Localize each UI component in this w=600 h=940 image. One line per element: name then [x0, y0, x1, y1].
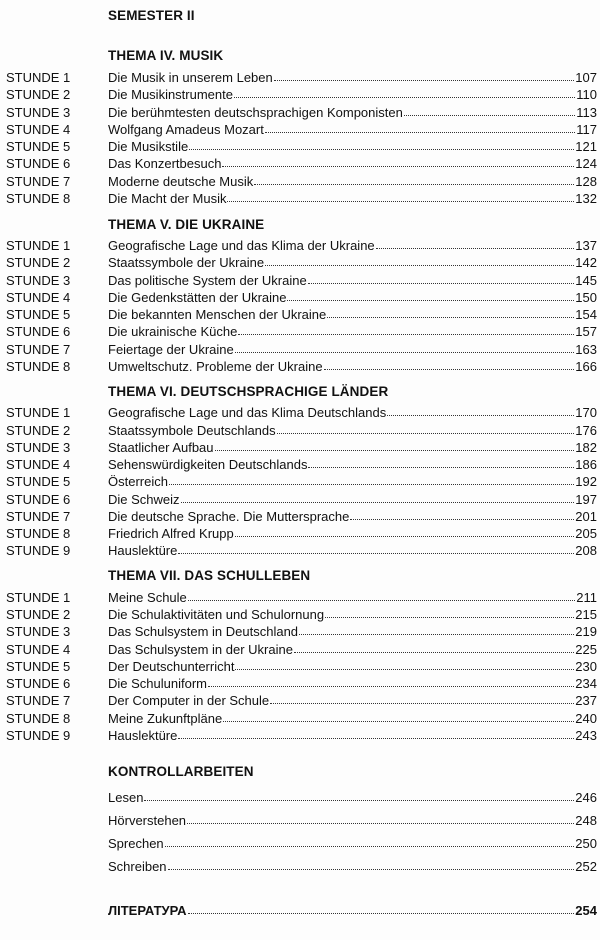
lesson-label: STUNDE 6	[6, 156, 71, 171]
dot-leader	[265, 254, 574, 266]
toc-row[interactable]	[0, 237, 600, 254]
page-number: 176	[575, 423, 597, 438]
dot-leader	[189, 138, 574, 150]
page-number: 132	[575, 191, 597, 206]
page-number: 128	[575, 174, 597, 189]
entry-title: Hörverstehen	[108, 813, 187, 828]
dot-leader	[187, 809, 574, 824]
page-number: 154	[575, 307, 597, 322]
kontroll-heading: KONTROLLARBEITEN	[108, 764, 254, 779]
entry-title: Der Deutschunterricht	[108, 659, 235, 674]
entry-title: Schreiben	[108, 859, 167, 874]
toc-row[interactable]	[0, 138, 600, 155]
dot-leader	[327, 306, 574, 318]
dot-leader	[387, 404, 574, 416]
dot-leader	[376, 237, 575, 249]
page-number: 252	[575, 859, 597, 874]
lesson-label: STUNDE 6	[6, 492, 71, 507]
page-number: 117	[576, 122, 597, 137]
dot-leader	[188, 899, 575, 914]
page-number: 215	[575, 607, 597, 622]
toc-row[interactable]	[0, 439, 600, 456]
page-number: 107	[575, 70, 597, 85]
toc-row[interactable]	[0, 589, 600, 606]
entry-title: Wolfgang Amadeus Mozart	[108, 122, 264, 137]
page-number: 237	[575, 693, 597, 708]
lesson-label: STUNDE 9	[6, 543, 71, 558]
entry-title: Meine Zukunftpläne	[108, 711, 223, 726]
page-number: 157	[575, 324, 597, 339]
lesson-label: STUNDE 1	[6, 590, 71, 605]
dot-leader	[178, 542, 574, 554]
page-number: 150	[575, 290, 597, 305]
entry-title: Die Musikinstrumente	[108, 87, 233, 102]
entry-title: Die Schweiz	[108, 492, 180, 507]
toc-row[interactable]	[0, 155, 600, 172]
page-number: 142	[575, 255, 597, 270]
toc-row[interactable]	[0, 404, 600, 421]
page-number: 166	[575, 359, 597, 374]
dot-leader	[235, 658, 574, 670]
lesson-label: STUNDE 4	[6, 122, 71, 137]
entry-title: Geografische Lage und das Klima der Ukraine	[108, 238, 375, 253]
page-number: 219	[575, 624, 597, 639]
lesson-label: STUNDE 7	[6, 693, 71, 708]
entry-title: Das Schulsystem in der Ukraine	[108, 642, 293, 657]
dot-leader	[222, 155, 574, 167]
page-number: 201	[575, 509, 597, 524]
dot-leader	[235, 341, 575, 353]
toc-row[interactable]	[0, 786, 600, 809]
page-number: 248	[575, 813, 597, 828]
toc-row[interactable]	[0, 69, 600, 86]
entry-title: Die ukrainische Küche	[108, 324, 238, 339]
dot-leader	[254, 173, 574, 185]
entry-title: Die Schulaktivitäten und Schulornung	[108, 607, 325, 622]
dot-leader	[308, 272, 575, 284]
dot-leader	[223, 710, 574, 722]
dot-leader	[277, 422, 575, 434]
dot-leader	[181, 491, 575, 503]
toc-row[interactable]	[0, 692, 600, 709]
page-number: 250	[575, 836, 597, 851]
toc-row[interactable]	[0, 456, 600, 473]
lesson-label: STUNDE 2	[6, 255, 71, 270]
dot-leader	[165, 832, 575, 847]
toc-row[interactable]	[0, 508, 600, 525]
toc-row[interactable]	[0, 809, 600, 832]
entry-title: Staatlicher Aufbau	[108, 440, 214, 455]
page-number: 192	[575, 474, 597, 489]
dot-leader	[144, 786, 574, 801]
dot-leader	[188, 589, 575, 601]
page-number: 137	[575, 238, 597, 253]
entry-title: Meine Schule	[108, 590, 187, 605]
lesson-label: STUNDE 2	[6, 87, 71, 102]
page-number: 145	[575, 273, 597, 288]
dot-leader	[350, 508, 574, 520]
page-number: 243	[575, 728, 597, 743]
page-number: 170	[575, 405, 597, 420]
dot-leader	[299, 623, 574, 635]
dot-leader	[169, 473, 574, 485]
lesson-label: STUNDE 3	[6, 273, 71, 288]
entry-title: Hauslektüre	[108, 728, 178, 743]
dot-leader	[294, 641, 574, 653]
theme-heading: THEMA IV. MUSIK	[108, 48, 224, 63]
lesson-label: STUNDE 7	[6, 174, 71, 189]
lesson-label: STUNDE 7	[6, 342, 71, 357]
toc-row[interactable]	[0, 641, 600, 658]
page-number: 225	[575, 642, 597, 657]
entry-title: Hauslektüre	[108, 543, 178, 558]
lesson-label: STUNDE 2	[6, 423, 71, 438]
toc-row[interactable]	[0, 491, 600, 508]
entry-title: ЛІТЕРАТУРА	[108, 903, 187, 918]
toc-row[interactable]	[0, 623, 600, 640]
lesson-label: STUNDE 4	[6, 290, 71, 305]
page-number: 230	[575, 659, 597, 674]
entry-title: Das Schulsystem in Deutschland	[108, 624, 299, 639]
lesson-label: STUNDE 1	[6, 70, 71, 85]
toc-row[interactable]	[0, 341, 600, 358]
entry-title: Friedrich Alfred Krupp	[108, 526, 234, 541]
page-number: 211	[576, 590, 597, 605]
toc-row[interactable]	[0, 727, 600, 744]
lesson-label: STUNDE 1	[6, 238, 71, 253]
semester-heading: SEMESTER II	[108, 8, 195, 23]
dot-leader	[227, 190, 574, 202]
page-number: 110	[576, 87, 597, 102]
theme-heading: THEMA VII. DAS SCHULLEBEN	[108, 568, 311, 583]
lesson-label: STUNDE 8	[6, 359, 71, 374]
theme-heading: THEMA V. DIE UKRAINE	[108, 217, 265, 232]
page-number: 163	[575, 342, 597, 357]
dot-leader	[287, 289, 574, 301]
toc-row[interactable]	[0, 542, 600, 559]
lesson-label: STUNDE 2	[6, 607, 71, 622]
toc-row[interactable]	[0, 525, 600, 542]
dot-leader	[235, 525, 575, 537]
entry-title: Das Konzertbesuch	[108, 156, 222, 171]
dot-leader	[404, 104, 575, 116]
page-number: 208	[575, 543, 597, 558]
page-number: 197	[575, 492, 597, 507]
entry-title: Die Macht der Musik	[108, 191, 227, 206]
lesson-label: STUNDE 6	[6, 324, 71, 339]
entry-title: Die Gedenkstätten der Ukraine	[108, 290, 287, 305]
toc-row[interactable]	[0, 710, 600, 727]
toc-row[interactable]	[0, 306, 600, 323]
lesson-label: STUNDE 6	[6, 676, 71, 691]
entry-title: Österreich	[108, 474, 168, 489]
lesson-label: STUNDE 5	[6, 139, 71, 154]
toc-row[interactable]	[0, 422, 600, 439]
lesson-label: STUNDE 7	[6, 509, 71, 524]
toc-row[interactable]	[0, 473, 600, 490]
entry-title: Sehenswürdigkeiten Deutschlands	[108, 457, 308, 472]
entry-title: Moderne deutsche Musik	[108, 174, 254, 189]
toc-row[interactable]	[0, 173, 600, 190]
entry-title: Staatssymbole der Ukraine	[108, 255, 265, 270]
page-number: 205	[575, 526, 597, 541]
toc-row[interactable]	[0, 272, 600, 289]
toc-row[interactable]	[0, 289, 600, 306]
dot-leader	[270, 692, 574, 704]
page-number: 246	[575, 790, 597, 805]
toc-row[interactable]	[0, 190, 600, 207]
entry-title: Die Musikstile	[108, 139, 189, 154]
toc-row[interactable]	[0, 855, 600, 878]
lesson-label: STUNDE 5	[6, 659, 71, 674]
dot-leader	[234, 86, 575, 98]
lesson-label: STUNDE 5	[6, 307, 71, 322]
page-number: 121	[575, 139, 597, 154]
page-number: 182	[575, 440, 597, 455]
entry-title: Der Computer in der Schule	[108, 693, 270, 708]
page-number: 186	[575, 457, 597, 472]
dot-leader	[325, 606, 574, 618]
page-number: 240	[575, 711, 597, 726]
toc-row[interactable]	[0, 86, 600, 103]
lesson-label: STUNDE 3	[6, 624, 71, 639]
lesson-label: STUNDE 8	[6, 526, 71, 541]
entry-title: Staatssymbole Deutschlands	[108, 423, 276, 438]
page-number: 234	[575, 676, 597, 691]
dot-leader	[308, 456, 574, 468]
dot-leader	[208, 675, 574, 687]
entry-title: Feiertage der Ukraine	[108, 342, 234, 357]
dot-leader	[238, 323, 574, 335]
lesson-label: STUNDE 3	[6, 105, 71, 120]
lesson-label: STUNDE 1	[6, 405, 71, 420]
toc-row[interactable]	[0, 254, 600, 271]
lesson-label: STUNDE 8	[6, 711, 71, 726]
lesson-label: STUNDE 9	[6, 728, 71, 743]
toc-row[interactable]	[0, 121, 600, 138]
entry-title: Sprechen	[108, 836, 164, 851]
dot-leader	[324, 358, 575, 370]
entry-title: Lesen	[108, 790, 144, 805]
theme-heading: THEMA VI. DEUTSCHSPRACHIGE LÄNDER	[108, 384, 389, 399]
dot-leader	[274, 69, 575, 81]
toc-row[interactable]	[0, 323, 600, 340]
lesson-label: STUNDE 4	[6, 457, 71, 472]
entry-title: Umweltschutz. Probleme der Ukraine	[108, 359, 323, 374]
toc-row[interactable]	[0, 832, 600, 855]
entry-title: Das politische System der Ukraine	[108, 273, 307, 288]
page-number: 124	[575, 156, 597, 171]
page-number: 254	[575, 903, 597, 918]
dot-leader	[178, 727, 574, 739]
entry-title: Die Musik in unserem Leben	[108, 70, 273, 85]
dot-leader	[168, 855, 575, 870]
lesson-label: STUNDE 8	[6, 191, 71, 206]
lesson-label: STUNDE 5	[6, 474, 71, 489]
toc-row[interactable]	[0, 606, 600, 623]
toc-row[interactable]	[0, 104, 600, 121]
entry-title: Die Schuluniform	[108, 676, 207, 691]
entry-title: Die berühmtesten deutschsprachigen Komponisten	[108, 105, 403, 120]
toc-row-literatur[interactable]	[0, 899, 600, 922]
page-number: 113	[576, 105, 597, 120]
dot-leader	[265, 121, 575, 133]
dot-leader	[215, 439, 575, 451]
entry-title: Die deutsche Sprache. Die Muttersprache	[108, 509, 350, 524]
toc-row[interactable]	[0, 358, 600, 375]
entry-title: Die bekannten Menschen der Ukraine	[108, 307, 327, 322]
entry-title: Geografische Lage und das Klima Deutschlands	[108, 405, 387, 420]
toc-row[interactable]	[0, 675, 600, 692]
toc-row[interactable]	[0, 658, 600, 675]
lesson-label: STUNDE 3	[6, 440, 71, 455]
lesson-label: STUNDE 4	[6, 642, 71, 657]
